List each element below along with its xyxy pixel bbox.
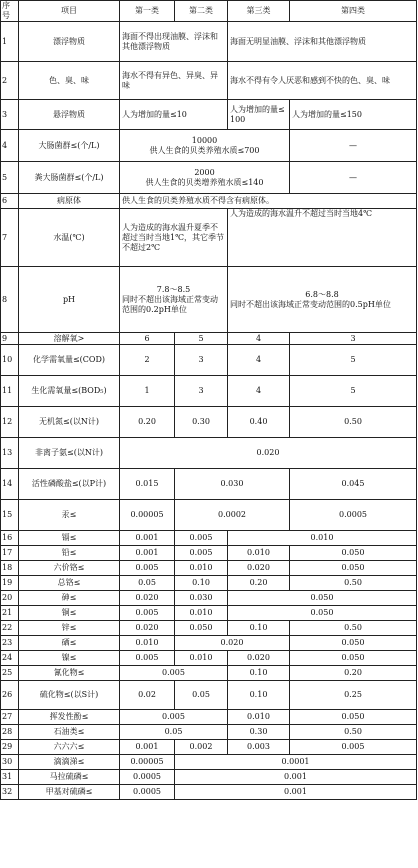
value-cell: 0.005 (290, 740, 417, 755)
table-row (1, 621, 417, 636)
row-item: 无机氮≤(以N计) (19, 407, 120, 438)
value-cell: 0.001 (120, 740, 175, 755)
table-row (1, 576, 417, 591)
row-item: 镍≤ (19, 651, 120, 666)
value-cell: 0.010 (228, 531, 417, 546)
value-cell: 0.00005 (120, 755, 175, 770)
value-cell: 0.10 (228, 621, 290, 636)
value-cell: 0.005 (120, 561, 175, 576)
row-number: 3 (1, 100, 19, 130)
table-row (1, 500, 417, 531)
row-item: 锌≤ (19, 621, 120, 636)
value-cell: 0.030 (175, 469, 290, 500)
value-cell: 0.0001 (175, 755, 417, 770)
value-cell: — (290, 162, 417, 194)
value-cell: 0.001 (175, 770, 417, 785)
value-cell: — (290, 130, 417, 162)
value-cell: 0.020 (120, 438, 417, 469)
table-row (1, 561, 417, 576)
table-row (1, 710, 417, 725)
value-cell: 0.015 (120, 469, 175, 500)
value-cell: 海面无明显油膜、浮沫和其他漂浮物质 (228, 22, 417, 62)
value-cell: 3 (175, 376, 228, 407)
row-number: 17 (1, 546, 19, 561)
table-row (1, 681, 417, 710)
value-cell: 0.50 (290, 621, 417, 636)
value-cell: 0.00005 (120, 500, 175, 531)
table-row (1, 591, 417, 606)
row-number: 7 (1, 209, 19, 267)
value-line: 10000 (191, 135, 218, 145)
row-number: 29 (1, 740, 19, 755)
row-item: 砷≤ (19, 591, 120, 606)
row-item: 漂浮物质 (19, 22, 120, 62)
row-item: 挥发性酚≤ (19, 710, 120, 725)
value-cell: 人为增加的量≤10 (120, 100, 228, 130)
value-cell: 供人生食的贝类养殖水质不得含有病原体。 (120, 194, 417, 209)
row-item: 化学需氧量≤(COD) (19, 345, 120, 376)
value-cell: 0.002 (175, 740, 228, 755)
value-cell: 0.020 (120, 591, 175, 606)
value-cell: 0.005 (120, 651, 175, 666)
value-cell (120, 267, 228, 333)
table-row (1, 267, 417, 333)
row-number: 14 (1, 469, 19, 500)
value-cell: 0.010 (228, 546, 290, 561)
value-line: 供人生食的贝类养殖水质≤700 (149, 145, 260, 155)
value-cell: 0.005 (175, 546, 228, 561)
value-cell: 0.045 (290, 469, 417, 500)
row-item: 大肠菌群≤(个/L) (19, 130, 120, 162)
value-cell: 海面不得出现油膜、浮沫和其他漂浮物质 (120, 22, 228, 62)
value-cell: 0.50 (290, 407, 417, 438)
value-cell: 4 (228, 333, 290, 345)
row-number: 9 (1, 333, 19, 345)
value-cell: 0.10 (228, 666, 290, 681)
row-item: 石油类≤ (19, 725, 120, 740)
row-item: 滴滴涕≤ (19, 755, 120, 770)
value-line: 2000 (194, 167, 215, 177)
value-line: 6.8～8.8 (305, 289, 339, 299)
col-header-class4: 第四类 (290, 1, 417, 22)
row-item: 六六六≤ (19, 740, 120, 755)
table-row (1, 62, 417, 100)
value-cell: 3 (175, 345, 228, 376)
table-row (1, 194, 417, 209)
row-item: 水温(℃) (19, 209, 120, 267)
value-cell: 0.50 (290, 576, 417, 591)
table-row (1, 785, 417, 800)
row-number: 26 (1, 681, 19, 710)
table-row (1, 438, 417, 469)
value-cell: 0.0005 (120, 770, 175, 785)
value-cell: 0.05 (120, 725, 228, 740)
row-number: 27 (1, 710, 19, 725)
row-number: 32 (1, 785, 19, 800)
value-cell: 0.0002 (175, 500, 290, 531)
value-cell: 0.05 (120, 576, 175, 591)
row-number: 13 (1, 438, 19, 469)
value-cell: 0.010 (175, 606, 228, 621)
table-row (1, 546, 417, 561)
table-row (1, 130, 417, 162)
value-cell: 1 (120, 376, 175, 407)
value-cell: 0.050 (175, 621, 228, 636)
row-number: 22 (1, 621, 19, 636)
col-header-class2: 第二类 (175, 1, 228, 22)
value-cell: 0.005 (120, 710, 228, 725)
value-cell: 0.001 (120, 531, 175, 546)
value-cell: 海水不得有异色、异臭、异味 (120, 62, 228, 100)
table-row (1, 725, 417, 740)
value-cell: 0.20 (228, 576, 290, 591)
row-item: 非离子氨≤(以N计) (19, 438, 120, 469)
value-cell: 0.050 (228, 591, 417, 606)
value-cell: 0.25 (290, 681, 417, 710)
row-number: 5 (1, 162, 19, 194)
value-line: 供人生食的贝类增养殖水质≤140 (145, 177, 264, 187)
col-header-item: 项目 (19, 1, 120, 22)
row-number: 30 (1, 755, 19, 770)
value-cell: 人为造成的海水温升夏季不超过当时当地1℃，其它季节不超过2℃ (120, 209, 228, 267)
row-item: 悬浮物质 (19, 100, 120, 130)
table-row (1, 376, 417, 407)
table-row (1, 407, 417, 438)
row-item: 甲基对硫磷≤ (19, 785, 120, 800)
value-cell: 0.030 (175, 591, 228, 606)
row-number: 31 (1, 770, 19, 785)
row-item: 活性磷酸盐≤(以P计) (19, 469, 120, 500)
row-number: 15 (1, 500, 19, 531)
value-cell: 2 (120, 345, 175, 376)
col-header-class1: 第一类 (120, 1, 175, 22)
row-item: 硫化物≤(以S计) (19, 681, 120, 710)
row-item: 铜≤ (19, 606, 120, 621)
value-cell: 0.020 (120, 621, 175, 636)
value-cell: 0.020 (175, 636, 290, 651)
value-cell: 0.010 (175, 651, 228, 666)
table-row (1, 162, 417, 194)
row-number: 18 (1, 561, 19, 576)
value-cell: 3 (290, 333, 417, 345)
value-cell: 0.02 (120, 681, 175, 710)
row-item: pH (19, 267, 120, 333)
value-cell: 0.020 (228, 651, 290, 666)
value-cell: 0.050 (290, 636, 417, 651)
value-cell: 0.050 (290, 561, 417, 576)
row-number: 16 (1, 531, 19, 546)
value-cell: 0.005 (120, 606, 175, 621)
value-cell (120, 162, 290, 194)
value-cell: 人为增加的量≤100 (228, 100, 290, 130)
value-cell: 5 (290, 345, 417, 376)
row-number: 19 (1, 576, 19, 591)
row-item: 总铬≤ (19, 576, 120, 591)
row-number: 23 (1, 636, 19, 651)
value-cell: 0.50 (290, 725, 417, 740)
row-number: 25 (1, 666, 19, 681)
value-cell: 4 (228, 345, 290, 376)
value-line: 7.8～8.5 (156, 284, 191, 294)
row-item: 氰化物≤ (19, 666, 120, 681)
value-cell: 5 (290, 376, 417, 407)
row-item: 病原体 (19, 194, 120, 209)
header-row (1, 1, 417, 22)
row-item: 生化需氧量≤(BOD₅) (19, 376, 120, 407)
table-row (1, 333, 417, 345)
value-cell: 0.001 (120, 546, 175, 561)
value-cell: 海水不得有令人厌恶和感到不快的色、臭、味 (228, 62, 417, 100)
row-item: 铅≤ (19, 546, 120, 561)
row-number: 11 (1, 376, 19, 407)
row-number: 10 (1, 345, 19, 376)
row-number: 21 (1, 606, 19, 621)
value-line: 同时不超出该海域正常变动范围的0.2pH单位 (122, 294, 218, 314)
table-row (1, 651, 417, 666)
value-line: 同时不超出该海域正常变动范围的0.5pH单位 (230, 299, 391, 309)
value-cell: 0.050 (290, 546, 417, 561)
value-cell: 0.010 (175, 561, 228, 576)
row-number: 20 (1, 591, 19, 606)
row-item: 粪大肠菌群≤(个/L) (19, 162, 120, 194)
value-cell: 0.050 (228, 606, 417, 621)
row-number: 8 (1, 267, 19, 333)
value-cell: 0.40 (228, 407, 290, 438)
table-row (1, 606, 417, 621)
row-item: 马拉硫磷≤ (19, 770, 120, 785)
table-row (1, 531, 417, 546)
row-number: 2 (1, 62, 19, 100)
row-item: 镉≤ (19, 531, 120, 546)
value-cell: 0.20 (290, 666, 417, 681)
table-row (1, 755, 417, 770)
table-row (1, 666, 417, 681)
row-item: 溶解氧> (19, 333, 120, 345)
value-cell: 0.010 (228, 710, 290, 725)
row-number: 12 (1, 407, 19, 438)
value-cell: 人为造成的海水温升不超过当时当地4℃ (228, 209, 417, 267)
value-cell: 5 (175, 333, 228, 345)
table-row (1, 209, 417, 267)
value-cell: 4 (228, 376, 290, 407)
table-row (1, 636, 417, 651)
value-cell: 人为增加的量≤150 (290, 100, 417, 130)
table-row (1, 22, 417, 62)
table-row (1, 345, 417, 376)
value-cell: 0.050 (290, 651, 417, 666)
value-cell: 0.050 (290, 710, 417, 725)
value-cell (120, 130, 290, 162)
row-item: 汞≤ (19, 500, 120, 531)
row-item: 硒≤ (19, 636, 120, 651)
value-cell (228, 267, 417, 333)
value-cell: 0.005 (120, 666, 228, 681)
value-cell: 0.10 (175, 576, 228, 591)
row-item: 色、臭、味 (19, 62, 120, 100)
value-cell: 0.30 (228, 725, 290, 740)
row-number: 6 (1, 194, 19, 209)
value-cell: 0.10 (228, 681, 290, 710)
col-header-class3: 第三类 (228, 1, 290, 22)
table-row (1, 770, 417, 785)
value-cell: 0.0005 (290, 500, 417, 531)
value-cell: 0.010 (120, 636, 175, 651)
row-number: 1 (1, 22, 19, 62)
value-cell: 0.001 (175, 785, 417, 800)
value-cell: 0.20 (120, 407, 175, 438)
row-item: 六价铬≤ (19, 561, 120, 576)
table-row (1, 469, 417, 500)
value-cell: 0.05 (175, 681, 228, 710)
value-cell: 0.30 (175, 407, 228, 438)
value-cell: 6 (120, 333, 175, 345)
value-cell: 0.020 (228, 561, 290, 576)
col-header-no: 序号 (1, 1, 19, 22)
row-number: 28 (1, 725, 19, 740)
table-row (1, 740, 417, 755)
row-number: 4 (1, 130, 19, 162)
value-cell: 0.005 (175, 531, 228, 546)
value-cell: 0.0005 (120, 785, 175, 800)
value-cell: 0.003 (228, 740, 290, 755)
row-number: 24 (1, 651, 19, 666)
table-row (1, 100, 417, 130)
